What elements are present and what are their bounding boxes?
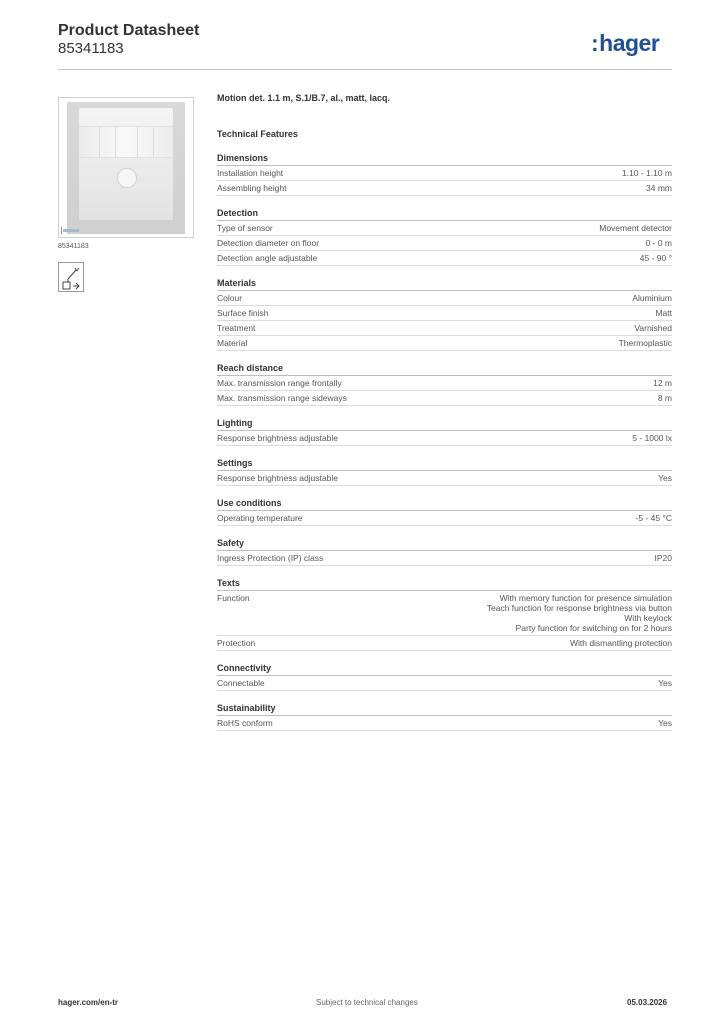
section-safety [217,538,672,566]
spec-value-line: Thermoplastic [618,338,672,348]
spec-row [217,511,672,526]
spec-value [655,553,673,563]
feature-sections [217,153,672,731]
spec-row [217,391,672,406]
spec-value [658,393,672,403]
section-title: Use conditions [217,498,672,511]
spec-value-line: 5 - 1000 lx [632,433,672,443]
section-texts [217,578,672,651]
spec-value-line: Yes [658,678,672,688]
technical-content [217,93,672,731]
section-title: Dimensions [217,153,672,166]
spec-value [640,253,672,263]
section-lighting [217,418,672,446]
section-title: Lighting [217,418,672,431]
spec-label: Connectable [217,678,265,688]
footer-website-link[interactable]: hager.com/en-tr [58,998,119,1007]
section-title: Detection [217,208,672,221]
spec-value [632,293,672,303]
header-divider [58,69,672,70]
spec-value-line: 45 - 90 ° [639,253,672,263]
spec-label: Detection diameter on floor [217,238,320,248]
spec-value [632,433,672,443]
section-reach-distance [217,363,672,406]
spec-label: RoHS conform [217,718,273,728]
spec-label: Surface finish [217,308,269,318]
spec-value [622,168,672,178]
spec-value-line: IP20 [654,553,672,563]
spec-value-line: 0 - 0 m [645,238,672,248]
footer-date: 05.03.2026 [627,998,668,1007]
spec-label: Operating temperature [217,513,303,523]
spec-row [217,431,672,446]
spec-row [217,471,672,486]
spec-row [217,336,672,351]
adjust-knob [117,168,137,188]
spec-value [570,638,672,648]
spec-value-line: With memory function for presence simulation [499,593,672,603]
spec-value [634,323,672,333]
spec-value-line: Varnished [634,323,672,333]
spec-value [653,378,672,388]
section-title: Settings [217,458,672,471]
spec-value-line: Aluminium [632,293,672,303]
section-dimensions [217,153,672,196]
section-title: Reach distance [217,363,672,376]
logo-colon-mark: : [591,30,599,56]
scale-bar-icon [63,229,79,232]
product-description: Motion det. 1.1 m, S.1/B.7, al., matt, lacq. [217,93,391,103]
technical-features-heading: Technical Features [217,129,298,139]
spec-label: Function [217,593,250,603]
spec-row [217,321,672,336]
spec-row [217,306,672,321]
spec-row [217,291,672,306]
page-title: Product Datasheet [58,22,200,39]
spec-label: Ingress Protection (IP) class [217,553,324,563]
section-title: Texts [217,578,672,591]
spec-label: Max. transmission range sideways [217,393,347,403]
spec-value [646,183,672,193]
product-image [58,97,194,238]
section-detection [217,208,672,266]
spec-label: Response brightness adjustable [217,433,338,443]
spec-row [217,251,672,266]
image-caption: 85341183 [58,243,89,250]
spec-value-line: -5 - 45 °C [635,513,672,523]
spec-value-line: Teach function for response brightness via button [486,603,672,613]
spec-value-line: With keylock [624,613,672,623]
spec-label: Installation height [217,168,284,178]
spec-row [217,166,672,181]
spec-row [217,676,672,691]
spec-label: Colour [217,293,243,303]
lens-strip [79,126,173,158]
section-materials [217,278,672,351]
spec-value-line: 1.10 - 1.10 m [621,168,672,178]
spec-label: Assembling height [217,183,287,193]
spec-value [636,513,672,523]
cover-plate [67,102,185,234]
spec-value [599,223,672,233]
spec-label: Protection [217,638,256,648]
section-sustainability [217,703,672,731]
spec-value-line: Party function for switching on for 2 hours [515,623,672,633]
section-title: Safety [217,538,672,551]
spec-value [658,473,672,483]
section-connectivity [217,663,672,691]
spec-value [655,308,672,318]
spec-value [658,718,672,728]
spec-value [619,338,672,348]
product-number: 85341183 [58,40,124,57]
spec-row [217,376,672,391]
spec-value-line: With dismantling protection [569,638,672,648]
logo-text: hager [599,30,660,56]
spec-label: Type of sensor [217,223,273,233]
spec-label: Detection angle adjustable [217,253,318,263]
spec-value-line: Yes [658,473,672,483]
spec-row [217,636,672,651]
spec-row [217,181,672,196]
spec-value-line: Movement detector [599,223,672,233]
spec-row [217,221,672,236]
spec-value-line: Yes [658,718,672,728]
spec-value [646,238,672,248]
spec-row [217,716,672,731]
section-title: Sustainability [217,703,672,716]
spec-row [217,551,672,566]
sensor-face [79,108,173,220]
section-use-conditions [217,498,672,526]
mounting-symbol-icon [58,262,84,292]
spec-row [217,591,672,636]
spec-label: Treatment [217,323,256,333]
spec-value-line: 34 mm [646,183,672,193]
footer-notice: Subject to technical changes [316,998,418,1007]
section-settings [217,458,672,486]
section-title: Materials [217,278,672,291]
spec-label: Response brightness adjustable [217,473,338,483]
spec-row [217,236,672,251]
section-title: Connectivity [217,663,672,676]
spec-value-line: 12 m [653,378,672,388]
spec-label: Max. transmission range frontally [217,378,342,388]
spec-value [658,678,672,688]
hager-logo[interactable] [591,30,659,57]
spec-label: Material [217,338,248,348]
spec-value-line: 8 m [657,393,672,403]
spec-value-line: Matt [655,308,672,318]
spec-value [487,593,672,633]
